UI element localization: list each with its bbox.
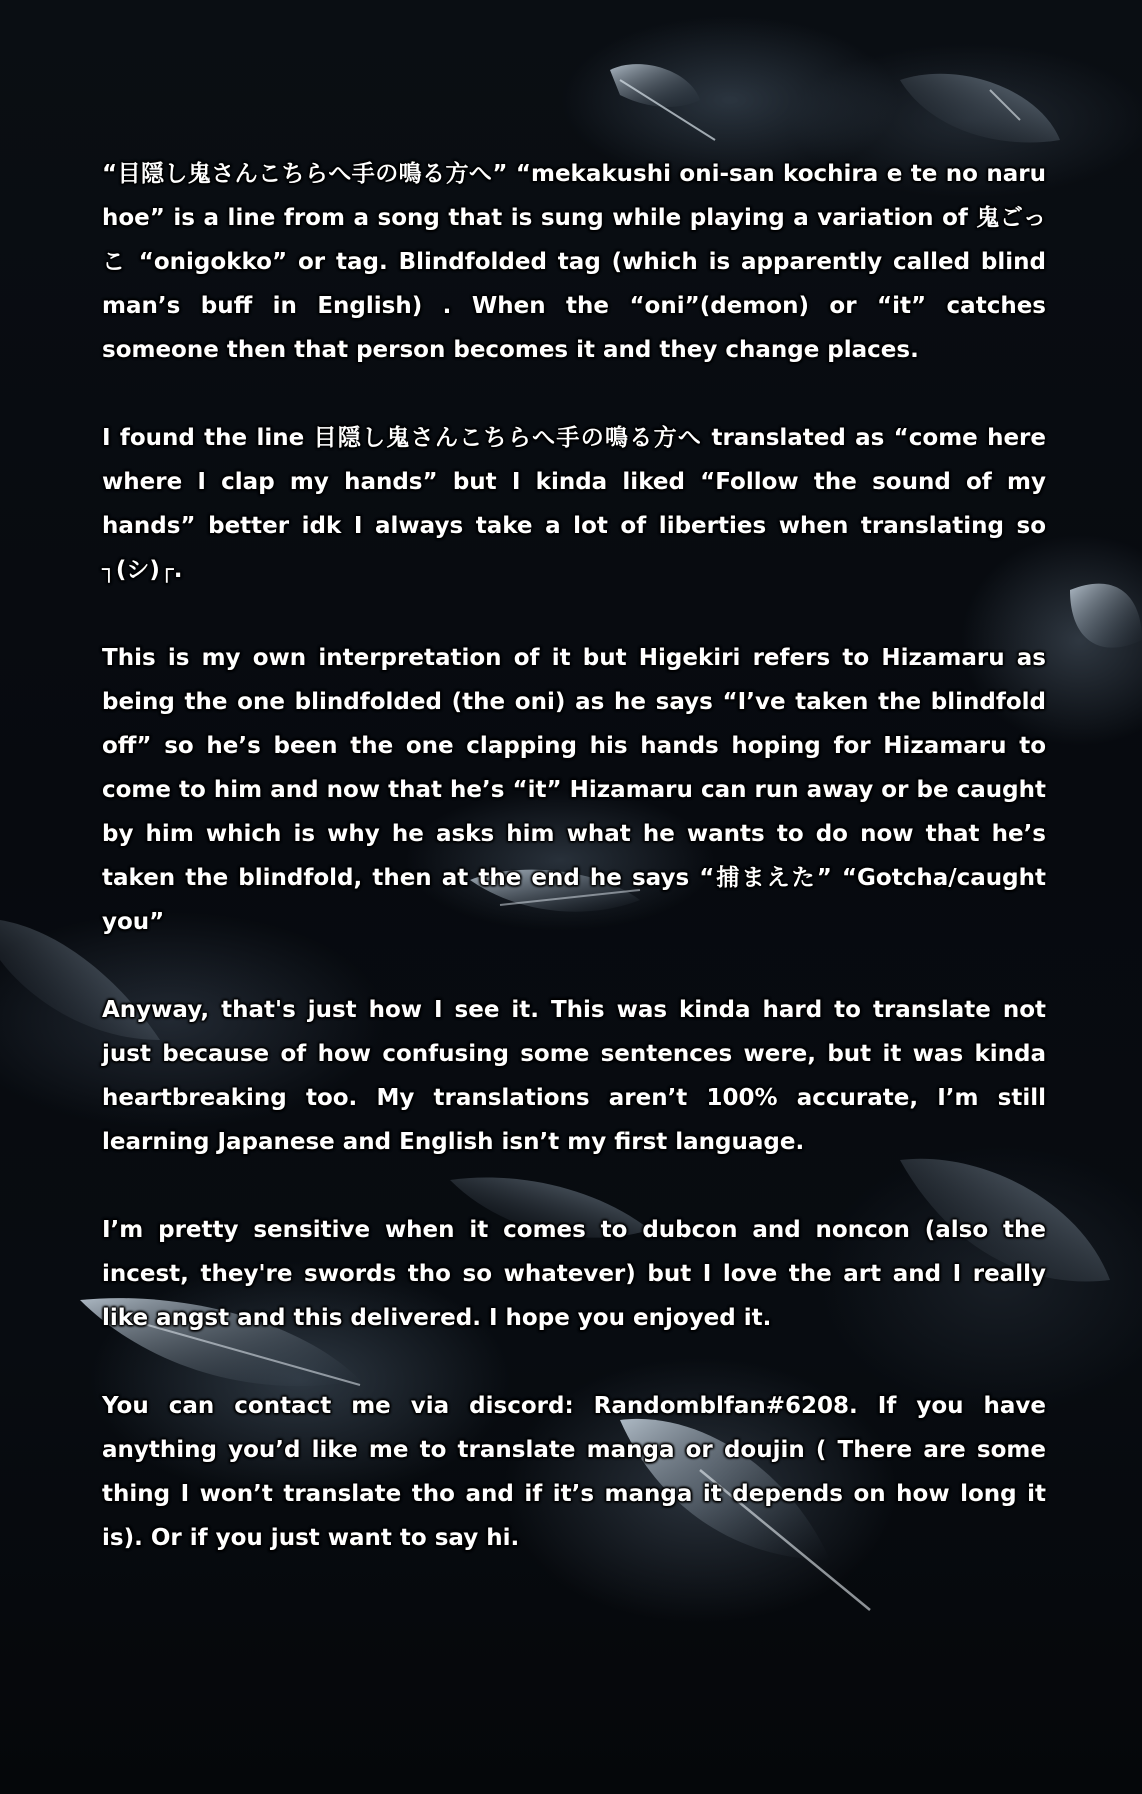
paragraph-contact-info: You can contact me via discord: Randomblfan#6208. If you have anything you’d like me to translate manga or doujin ( There are some thing I won’t translate tho and if it’s manga it depends on how long it is). Or if you just want to say hi. — [102, 1393, 1046, 1551]
translator-notes-text — [102, 152, 1046, 1604]
feather-top — [610, 64, 700, 107]
paragraph-onigokko-explanation: “目隠し鬼さんこちらへ手の鳴る方へ” “mekakushi oni-san kochira e te no naru hoe” is a line from a song that is sung while playing a variation of 鬼ごっこ “onigokko” or tag. Blindfolded tag (which is apparently called blind man’s buff in English) . When the “oni”(demon) or “it” catches someone then that person becomes it and they change places. — [102, 161, 1046, 363]
feather-right-edge — [1070, 584, 1142, 648]
paragraph-content-note: I’m pretty sensitive when it comes to dubcon and noncon (also the incest, they're swords tho so whatever) but I love the art and I really like angst and this delivered. I hope you enjoyed it. — [102, 1217, 1046, 1331]
paragraph-translation-difficulty: Anyway, that's just how I see it. This was kinda hard to translate not just because of how confusing some sentences were, but it was kinda heartbreaking too. My translations aren’t 100% accurate, I’m still learning Japanese and English isn’t my first language. — [102, 997, 1046, 1155]
paragraph-interpretation: This is my own interpretation of it but Higekiri refers to Hizamaru as being the one blindfolded (the oni) as he says “I’ve taken the blindfold off” so he’s been the one clapping his hands hoping for Hizamaru to come to him and now that he’s “it” Hizamaru can run away or be caught by him which is why he asks him what he wants to do now that he’s taken the blindfold, then at the end he says “捕まえた” “Gotcha/caught you” — [102, 645, 1046, 935]
feather-top-right — [900, 74, 1060, 143]
paragraph-translation-choice: I found the line 目隠し鬼さんこちらへ手の鳴る方へ translated as “come here where I clap my hands” but I kinda liked “Follow the sound of my hands” better idk I always take a lot of liberties when translating so ┐(シ)┌. — [102, 425, 1046, 583]
